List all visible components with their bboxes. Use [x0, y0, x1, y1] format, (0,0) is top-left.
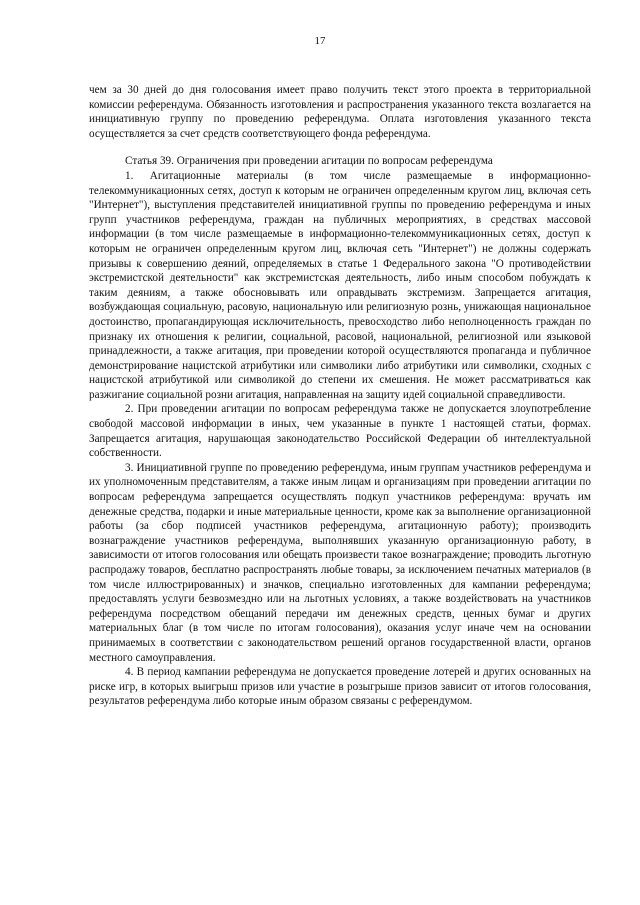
document-body — [89, 83, 591, 709]
paragraph-4: 4. В период кампании референдума не допускается проведение лотерей и других основанных на риске игр, в которых выигрыш призов или участие в розыгрыше призов зависит от итогов голосования, результатов референдума либо которые иным образом связаны с референдумом. — [89, 666, 591, 708]
intro-paragraph: чем за 30 дней до дня голосования имеет право получить текст этого проекта в территориальной комиссии референдума. Обязанность изготовления и распространения указанного текста возлагается на инициативную группу по проведению референдума. Оплата изготовления указанного текста осуществляется за счет средств соответствующего фонда референдума. — [89, 84, 591, 140]
paragraph-3: 3. Инициативной группе по проведению референдума, иным группам участников референдума и их уполномоченным представителям, а также иным лицам и организациям при проведении агитации по вопросам референдума запрещается осуществлять подкуп участников референдума: вручать им денежные средства, подарки и иные материальные ценности, кроме как за выполнение организационной работы (за сбор подписей участников референдума, агитационную работу); производить вознаграждение участников референдума, выполнявших указанную организационную работу, в зависимости от итогов голосования или обещать произвести такое вознаграждение; проводить льготную распродажу товаров, бесплатно распространять любые товары, за исключением печатных материалов (в том числе иллюстрированных) и значков, специально изготовленных для кампании референдума; предоставлять услуги безвозмездно или на льготных условиях, а также воздействовать на участников референдума посредством обещаний передачи им денежных средств, ценных бумаг и других материальных благ (в том числе по итогам голосования), оказания услуг иначе чем на основании принимаемых в соответствии с законодательством решений органов государственной власти, органов местного самоуправления. — [89, 461, 591, 664]
page-number: 17 — [314, 35, 326, 47]
paragraph-1: 1. Агитационные материалы (в том числе размещаемые в информационно-телекоммуникационных сетях, доступ к которым не ограничен определенным кругом лиц, включая сеть "Интернет"), выступления представителей инициативной группы по проведению референдума и иных групп участников референдума, граждан на публичных мероприятиях, в средствах массовой информации (в том числе размещаемые в информационно-телекоммуникационных сетях, доступ к которым не ограничен определенным кругом лиц, включая сеть "Интернет") не должны содержать призывы к совершению деяний, определяемых в статье 1 Федерального закона "О противодействии экстремистской деятельности" как экстремистская деятельность, либо иным способом побуждать к таким деяниям, а также обосновывать или оправдывать экстремизм. Запрещается агитация, возбуждающая социальную, расовую, национальную или религиозную рознь, унижающая национальное достоинство, пропагандирующая исключительность, превосходство либо неполноценность граждан по признаку их отношения к религии, социальной, расовой, национальной, религиозной или языковой принадлежности, а также агитация, при проведении которой осуществляются пропаганда и публичное демонстрирование нацистской атрибутики или символики либо атрибутики или символики, сходных с нацистской атрибутикой или символикой до степени их смешения. Не может рассматриваться как разжигание социальной розни агитация, направленная на защиту идей социальной справедливости. — [89, 169, 591, 401]
paragraph-2: 2. При проведении агитации по вопросам референдума также не допускается злоупотребление свободой массовой информации в иных, чем указанные в пункте 1 настоящей статьи, формах. Запрещается агитация, нарушающая законодательство Российской Федерации об интеллектуальной собственности. — [89, 403, 591, 460]
article-title: Статья 39. Ограничения при проведении агитации по вопросам референдума — [125, 155, 493, 168]
